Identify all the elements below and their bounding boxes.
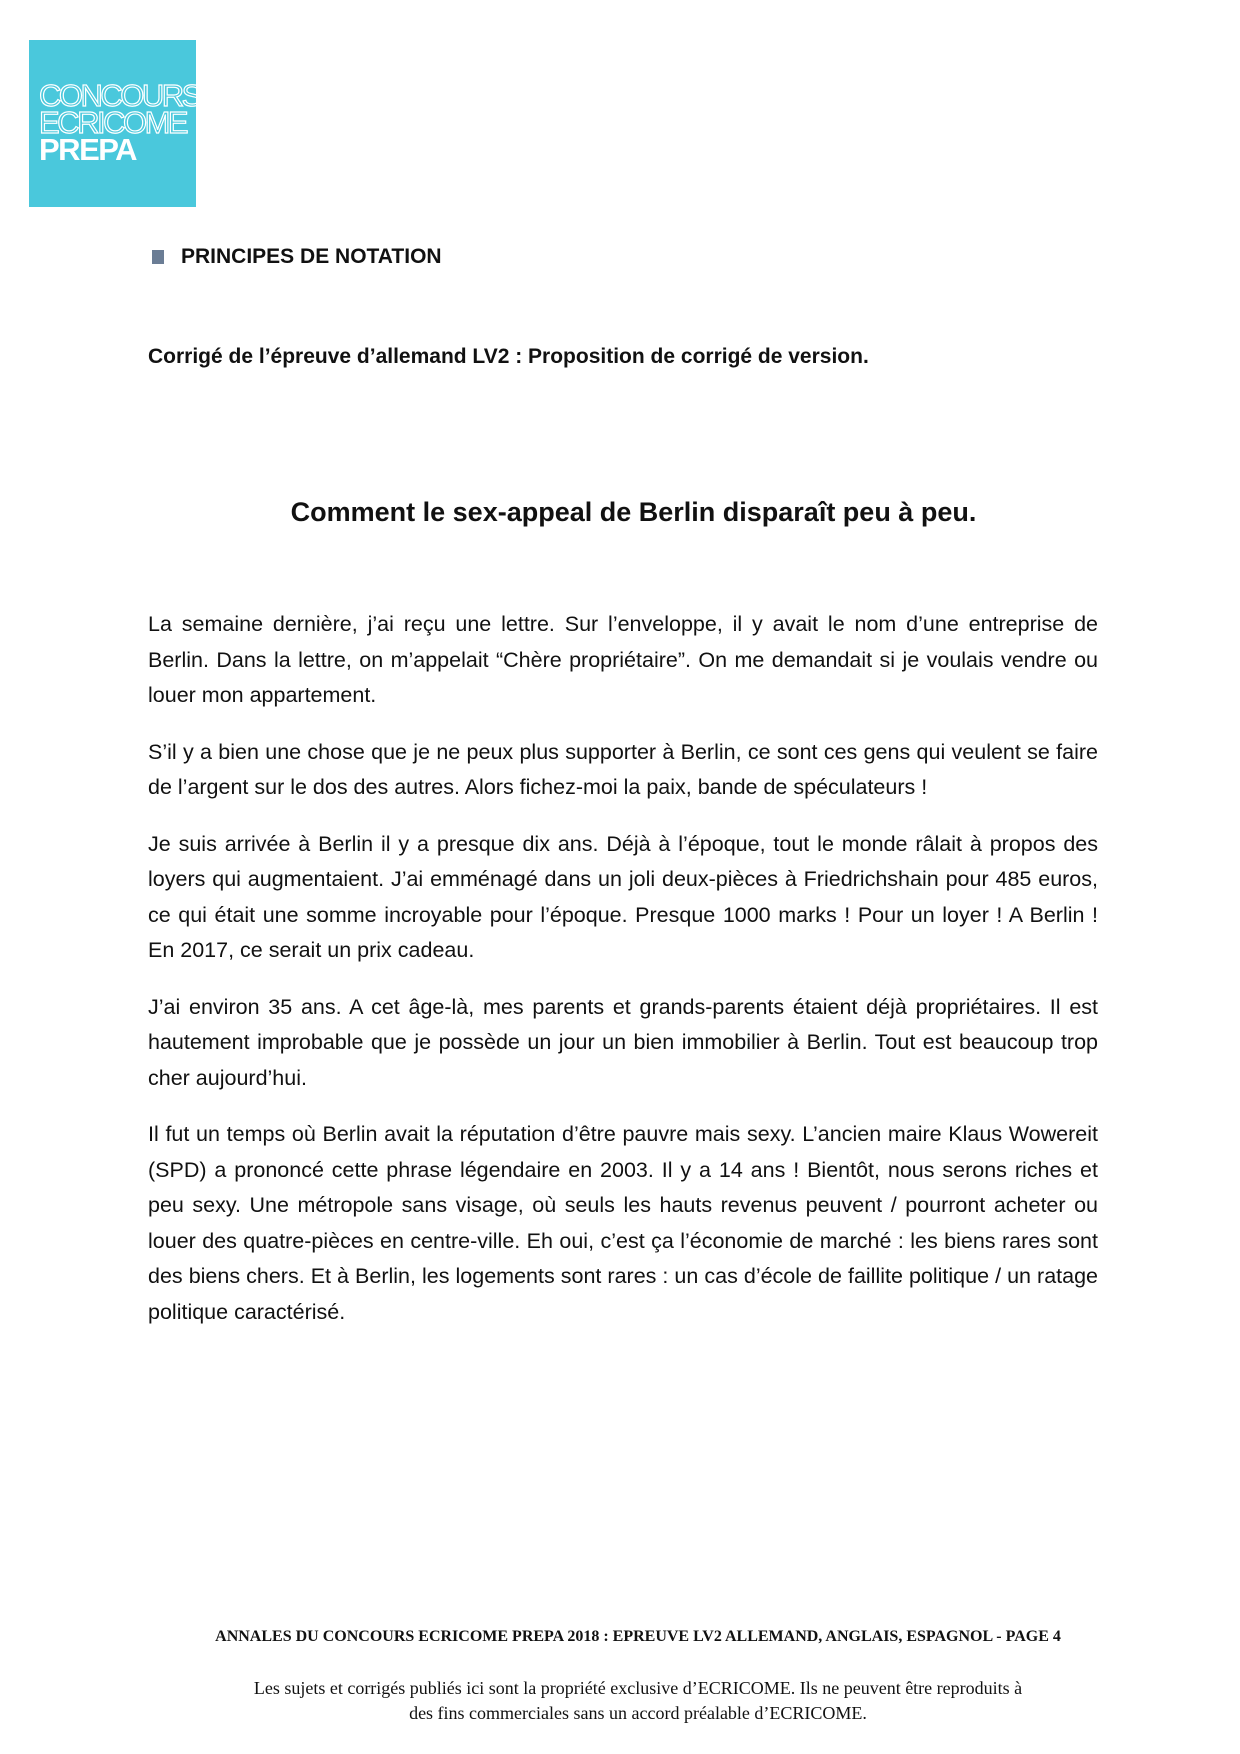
- logo-line-concours: CONCOURS: [39, 78, 200, 113]
- section-heading-text: PRINCIPES DE NOTATION: [181, 245, 442, 268]
- paragraph: La semaine dernière, j’ai reçu une lettre. Sur l’enveloppe, il y avait le nom d’une entreprise de Berlin. Dans la lettre, on m’appelait “Chère propriétaire”. On me demandait si je voulais vendre ou louer mon appartement.: [148, 612, 1098, 707]
- section-heading: [152, 245, 442, 269]
- paragraph: J’ai environ 35 ans. A cet âge-là, mes parents et grands-parents étaient déjà propriétaires. Il est hautement improbable que je possède un jour un bien immobilier à Berlin. Tout est beaucoup trop cher aujourd’hui.: [148, 994, 1098, 1090]
- document-subtitle: Corrigé de l’épreuve d’allemand LV2 : Proposition de corrigé de version.: [148, 345, 869, 368]
- logo-line-ecricome: ECRICOME: [39, 105, 187, 140]
- paragraph: Il fut un temps où Berlin avait la réputation d’être pauvre mais sexy. L’ancien maire Klaus Wowereit (SPD) a prononcé cette phrase légendaire en 2003. Il y a 14 ans ! Bientôt, nous serons riches et peu sexy. Une métropole sans visage, où seuls les hauts revenus peuvent / pourront acheter ou louer des quatre-pièces en centre-ville. Eh oui, c’est ça l’économie de marché : les biens rares sont des biens chers. Et à Berlin, les logements sont rares : un cas d’école de faillite politique / un ratage politique caractérisé.: [148, 1122, 1098, 1324]
- paragraph: S’il y a bien une chose que je ne peux plus supporter à Berlin, ce sont ces gens qui veulent se faire de l’argent sur le dos des autres. Alors fichez-moi la paix, bande de spéculateurs !: [148, 739, 1098, 799]
- document-title: Comment le sex-appeal de Berlin disparaît peu à peu.: [290, 497, 977, 527]
- paragraph: Je suis arrivée à Berlin il y a presque dix ans. Déjà à l’époque, tout le monde râlait à propos des loyers qui augmentaient. J’ai emménagé dans un joli deux-pièces à Friedrichshain pour 485 euros, ce qui était une somme incroyable pour l’époque. Presque 1000 marks ! Pour un loyer ! A Berlin ! En 2017, ce serait un prix cadeau.: [148, 831, 1098, 962]
- footer-note-line: des fins commerciales sans un accord préalable d’ECRICOME.: [409, 1703, 867, 1723]
- footer-title: ANNALES DU CONCOURS ECRICOME PREPA 2018 : EPREUVE LV2 ALLEMAND, ANGLAIS, ESPAGNOL - PAGE 4: [215, 1628, 1061, 1645]
- ecricome-logo: [29, 40, 200, 207]
- footer-copyright-note: [0, 1676, 1240, 1726]
- logo-line-prepa: PREPA: [39, 132, 137, 167]
- square-bullet-icon: [152, 250, 164, 264]
- body-text: [148, 607, 1098, 1351]
- footer-note-line: Les sujets et corrigés publiés ici sont la propriété exclusive d’ECRICOME. Ils ne peuvent être reproduits à: [253, 1678, 1023, 1698]
